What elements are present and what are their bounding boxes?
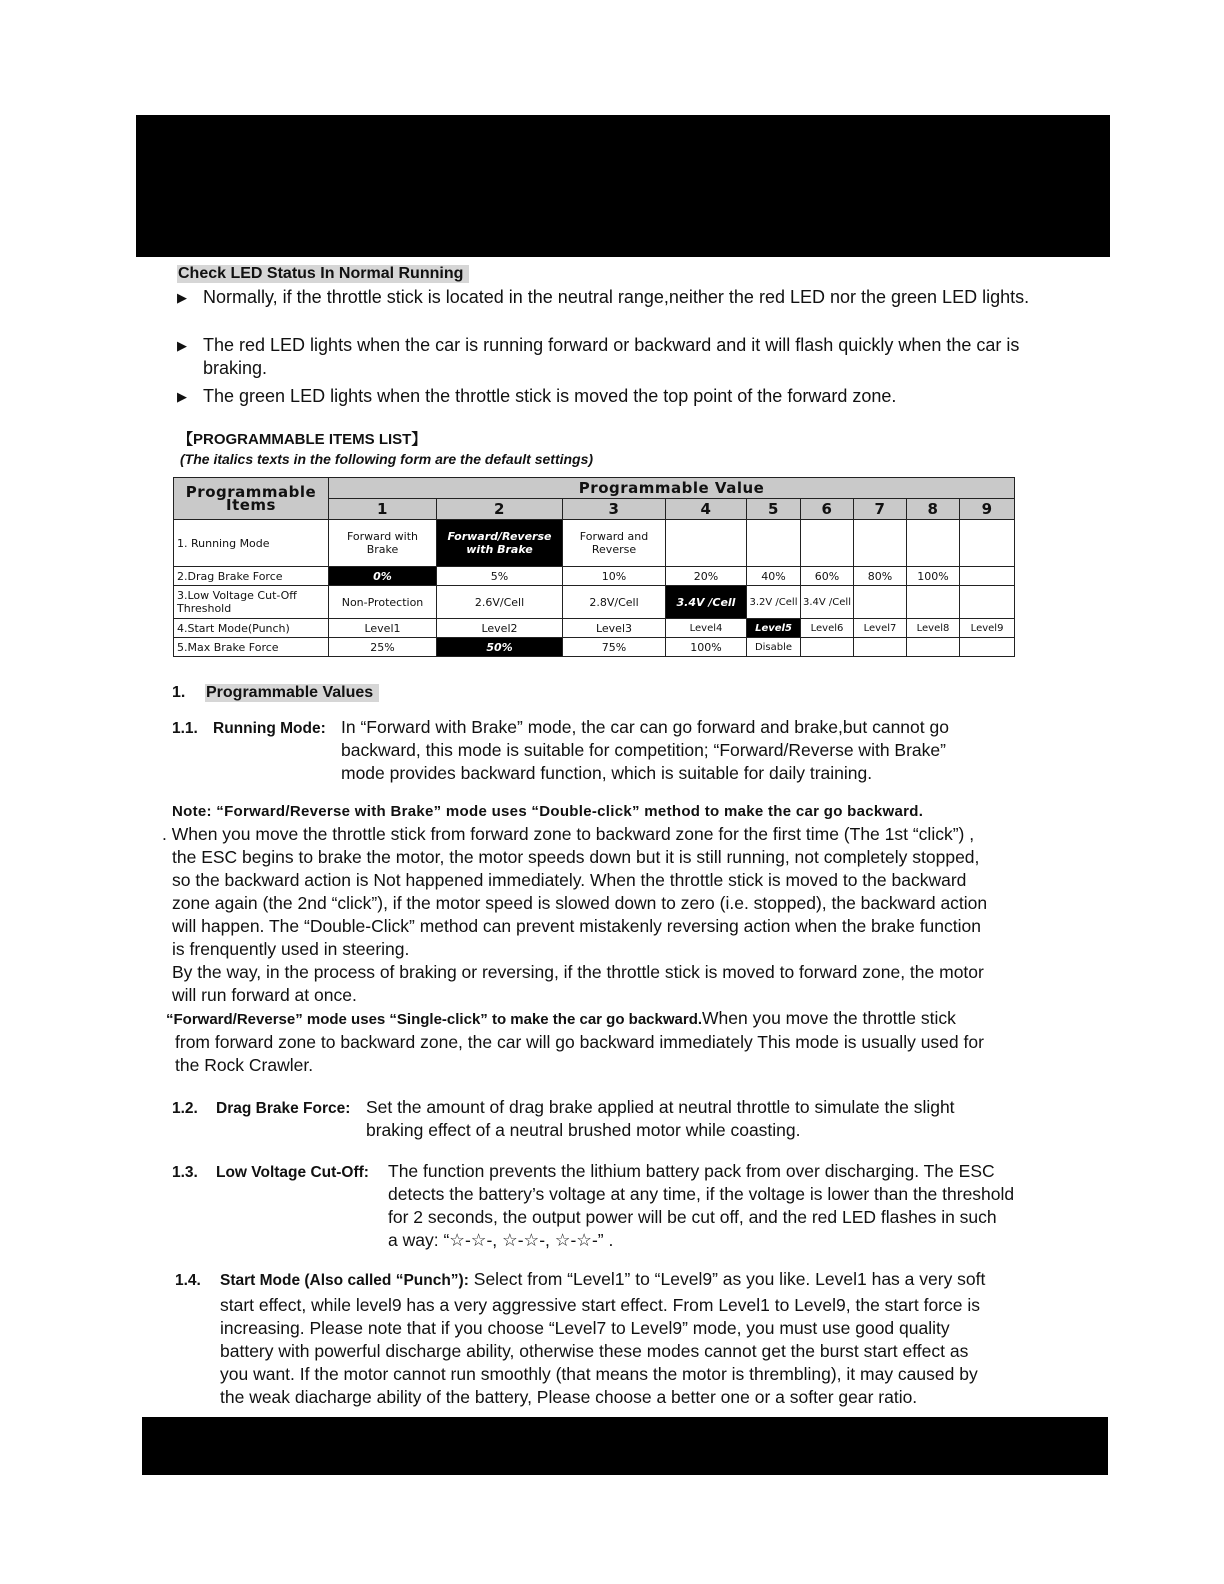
programmable-items-note: (The italics texts in the following form are the default settings) bbox=[180, 451, 594, 467]
table-cell: 3.4V /Cell bbox=[801, 586, 854, 619]
value-number: 7 bbox=[854, 499, 907, 520]
para-line: from forward zone to backward zone, the car will go backward immediately This mode is usually used for bbox=[175, 1032, 984, 1052]
led-bullet-text: The red LED lights when the car is running forward or backward and it will flash quickly when the car is braking. bbox=[203, 335, 1020, 378]
para-line: for 2 seconds, the output power will be cut off, and the red LED flashes in such bbox=[388, 1207, 997, 1227]
table-cell: Level3 bbox=[563, 619, 666, 638]
forward-reverse-bold: “Forward/Reverse” mode uses “Single-click” to make the car go backward. bbox=[166, 1011, 703, 1028]
table-cell: 5% bbox=[437, 567, 563, 586]
table-cell: Forward with Brake bbox=[329, 520, 437, 567]
table-cell: 25% bbox=[329, 638, 437, 657]
table-cell bbox=[854, 520, 907, 567]
section-number: 1. bbox=[172, 684, 186, 701]
value-number: 8 bbox=[907, 499, 960, 520]
table-cell: Forward and Reverse bbox=[563, 520, 666, 567]
item-max-brake-force: 5.Max Brake Force bbox=[174, 638, 329, 657]
table-cell: Level2 bbox=[437, 619, 563, 638]
table-cell: Level4 bbox=[666, 619, 747, 638]
table-cell: 40% bbox=[747, 567, 801, 586]
header-programmable-items: Programmable Items bbox=[174, 478, 329, 520]
table-cell: 75% bbox=[563, 638, 666, 657]
item-start-mode: 4.Start Mode(Punch) bbox=[174, 619, 329, 638]
para-line: the Rock Crawler. bbox=[175, 1055, 314, 1075]
para-line: is frenquently used in steering. bbox=[172, 939, 410, 959]
para-line: the weak diacharge ability of the battery, Please choose a better one or a softer gear ratio. bbox=[220, 1387, 918, 1407]
bullet-arrow-icon: ▶ bbox=[177, 389, 187, 404]
table-cell: 3.2V /Cell bbox=[747, 586, 801, 619]
table-cell: 10% bbox=[563, 567, 666, 586]
table-row bbox=[174, 619, 1015, 638]
running-mode-text bbox=[341, 716, 1041, 785]
table-cell: 100% bbox=[907, 567, 960, 586]
value-number: 3 bbox=[563, 499, 666, 520]
table-cell: 2.6V/Cell bbox=[437, 586, 563, 619]
subsection-number: 1.3. bbox=[172, 1164, 198, 1181]
start-mode-text bbox=[220, 1268, 1090, 1409]
table-cell: 80% bbox=[854, 567, 907, 586]
para-line: . When you move the throttle stick from forward zone to backward zone for the first time (The 1st “click”) , bbox=[162, 824, 975, 844]
section-title: Programmable Values bbox=[205, 684, 379, 702]
running-mode-label bbox=[213, 716, 326, 740]
para-line: so the backward action is Not happened immediately. When the throttle stick is moved to the backward bbox=[172, 870, 967, 890]
table-cell: Disable bbox=[747, 638, 801, 657]
para-line: Set the amount of drag brake applied at neutral throttle to simulate the slight bbox=[366, 1097, 955, 1117]
table-cell bbox=[801, 638, 854, 657]
table-cell: 100% bbox=[666, 638, 747, 657]
table-cell-default: 0% bbox=[329, 567, 437, 586]
table-cell bbox=[854, 586, 907, 619]
value-number: 2 bbox=[437, 499, 563, 520]
para-line: start effect, while level9 has a very aggressive start effect. From Level1 to Level9, the start force is bbox=[220, 1295, 980, 1315]
led-bullet-text: The green LED lights when the throttle stick is moved the top point of the forward zone. bbox=[203, 386, 897, 406]
table-row bbox=[174, 586, 1015, 619]
low-voltage-text bbox=[388, 1160, 1088, 1252]
para-line: battery with powerful discharge ability, otherwise these modes cannot get the burst start effect as bbox=[220, 1341, 969, 1361]
double-click-note-title: Note: “Forward/Reverse with Brake” mode uses “Double-click” method to make the car go backward. bbox=[172, 803, 924, 820]
subsection-label: Running Mode: bbox=[213, 720, 326, 737]
table-cell bbox=[907, 520, 960, 567]
double-click-note-text bbox=[162, 823, 1072, 1007]
check-led-title-text: Check LED Status In Normal Running bbox=[177, 265, 469, 283]
para-line: increasing. Please note that if you choose “Level7 to Level9” mode, you must use good quality bbox=[220, 1318, 950, 1338]
drag-brake-number bbox=[172, 1096, 198, 1120]
check-led-title bbox=[177, 265, 469, 283]
bullet-arrow-icon: ▶ bbox=[177, 338, 187, 353]
para-line: a way: “☆-☆-, ☆-☆-, ☆-☆-” . bbox=[388, 1230, 614, 1250]
table-cell: Level6 bbox=[801, 619, 854, 638]
table-cell bbox=[907, 586, 960, 619]
value-number: 5 bbox=[747, 499, 801, 520]
bullet-arrow-icon: ▶ bbox=[177, 290, 187, 305]
led-bullet-text: Normally, if the throttle stick is located in the neutral range,neither the red LED nor the green LED lights. bbox=[203, 287, 1030, 307]
value-number: 4 bbox=[666, 499, 747, 520]
table-cell: Level8 bbox=[907, 619, 960, 638]
para-line: By the way, in the process of braking or reversing, if the throttle stick is moved to forward zone, the motor bbox=[172, 962, 984, 982]
forward-reverse-rest: When you move the throttle stick bbox=[702, 1008, 956, 1028]
table-cell bbox=[907, 638, 960, 657]
para-line: will happen. The “Double-Click” method can prevent mistakenly reversing action when the brake function bbox=[172, 916, 981, 936]
subsection-label: Drag Brake Force: bbox=[216, 1100, 351, 1117]
table-cell-default: 3.4V /Cell bbox=[666, 586, 747, 619]
programmable-items-table bbox=[173, 477, 1015, 657]
table-cell-default: 50% bbox=[437, 638, 563, 657]
drag-brake-label bbox=[216, 1096, 350, 1120]
table-row bbox=[174, 520, 1015, 567]
table-cell: 60% bbox=[801, 567, 854, 586]
subsection-number: 1.4. bbox=[175, 1272, 201, 1289]
table-cell: Level1 bbox=[329, 619, 437, 638]
table-cell bbox=[747, 520, 801, 567]
value-number: 1 bbox=[329, 499, 437, 520]
item-low-voltage-cutoff: 3.Low Voltage Cut-Off Threshold bbox=[174, 586, 329, 619]
para-line: Select from “Level1” to “Level9” as you like. Level1 has a very soft bbox=[473, 1269, 986, 1289]
para-line: zone again (the 2nd “click”), if the motor speed is slowed down to zero (i.e. stopped), the backward action bbox=[172, 893, 988, 913]
table-cell bbox=[854, 638, 907, 657]
table-cell bbox=[960, 567, 1015, 586]
para-line: the ESC begins to brake the motor, the motor speeds down but it is still running, not completely stopped, bbox=[172, 847, 980, 867]
table-cell bbox=[960, 586, 1015, 619]
forward-reverse-text bbox=[166, 1007, 1066, 1077]
programmable-items-title: 【PROGRAMMABLE ITEMS LIST】 bbox=[178, 431, 427, 448]
header-black-bar bbox=[136, 115, 1110, 257]
table-cell: Level7 bbox=[854, 619, 907, 638]
table-cell-default: Level5 bbox=[747, 619, 801, 638]
running-mode-section bbox=[172, 716, 198, 740]
table-cell: Level9 bbox=[960, 619, 1015, 638]
value-number: 6 bbox=[801, 499, 854, 520]
para-line: detects the battery’s voltage at any time, if the voltage is lower than the threshold bbox=[388, 1184, 1015, 1204]
table-row bbox=[174, 567, 1015, 586]
subsection-label: Low Voltage Cut-Off: bbox=[216, 1164, 369, 1181]
start-mode-number bbox=[175, 1268, 201, 1292]
item-drag-brake-force: 2.Drag Brake Force bbox=[174, 567, 329, 586]
para-line: braking effect of a neutral brushed motor while coasting. bbox=[366, 1120, 801, 1140]
drag-brake-text bbox=[366, 1096, 1066, 1142]
header-programmable-value: Programmable Value bbox=[329, 478, 1015, 499]
subsection-number: 1.1. bbox=[172, 720, 198, 737]
para-line: The function prevents the lithium battery pack from over discharging. The ESC bbox=[388, 1161, 995, 1181]
low-voltage-label bbox=[216, 1160, 369, 1184]
table-cell bbox=[960, 520, 1015, 567]
para-line: will run forward at once. bbox=[172, 985, 357, 1005]
table-cell: Non-Protection bbox=[329, 586, 437, 619]
para-line: backward, this mode is suitable for competition; “Forward/Reverse with Brake” bbox=[341, 740, 946, 760]
low-voltage-number bbox=[172, 1160, 198, 1184]
footer-black-bar bbox=[142, 1417, 1108, 1475]
para-line: you want. If the motor cannot run smoothly (that means the motor is thrembling), it may caused by bbox=[220, 1364, 978, 1384]
table-cell-default: Forward/Reverse with Brake bbox=[437, 520, 563, 567]
table-row bbox=[174, 638, 1015, 657]
item-running-mode: 1. Running Mode bbox=[174, 520, 329, 567]
table-cell bbox=[666, 520, 747, 567]
subsection-number: 1.2. bbox=[172, 1100, 198, 1117]
table-cell: 20% bbox=[666, 567, 747, 586]
para-line: In “Forward with Brake” mode, the car can go forward and brake,but cannot go bbox=[341, 717, 949, 737]
table-cell bbox=[801, 520, 854, 567]
subsection-label: Start Mode (Also called “Punch”): bbox=[220, 1272, 469, 1289]
value-number: 9 bbox=[960, 499, 1015, 520]
para-line: mode provides backward function, which is suitable for daily training. bbox=[341, 763, 873, 783]
table-cell bbox=[960, 638, 1015, 657]
table-cell: 2.8V/Cell bbox=[563, 586, 666, 619]
